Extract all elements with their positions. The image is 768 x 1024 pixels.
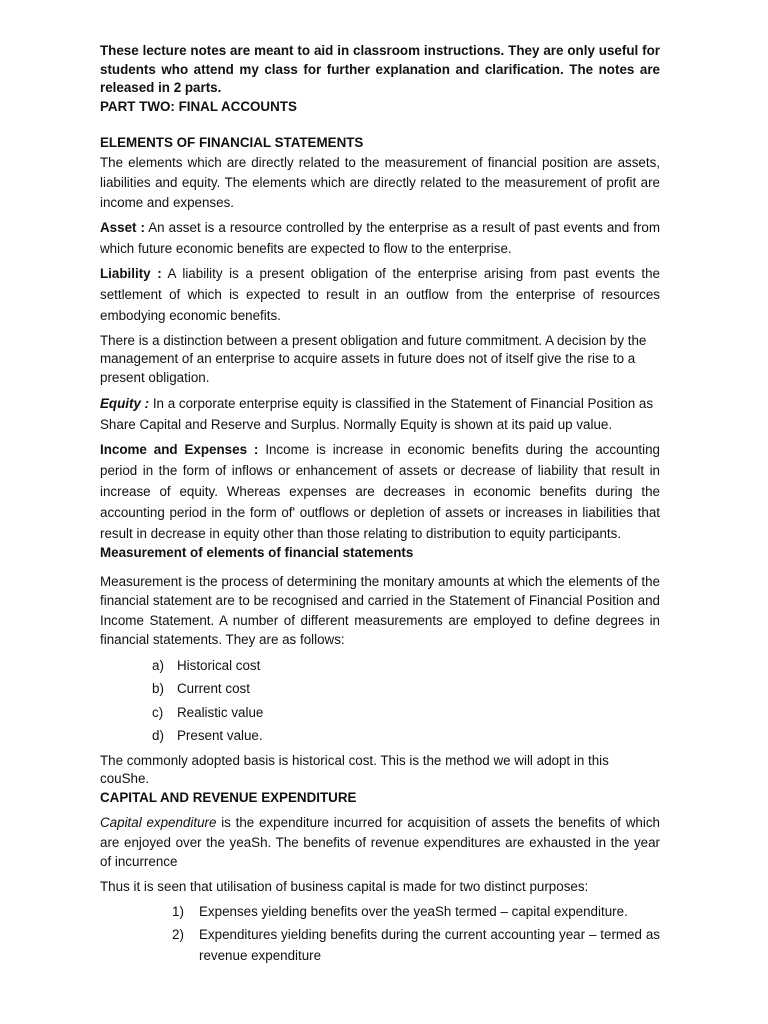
list-item (100, 724, 660, 748)
part-heading: PART TWO: FINAL ACCOUNTS (100, 98, 297, 114)
income-paragraph (100, 439, 660, 544)
liability-definition: A liability is a present obligation of the enterprise arising from past events the settlement of which is expected to result in an outflow from the enterprise of resources embodying economic benefits. (100, 265, 660, 323)
purposes-paragraph: Thus it is seen that utilisation of business capital is made for two distinct purposes: (100, 878, 589, 894)
list-text: Expenditures yielding benefits during the current accounting year – termed as revenue expenditure (199, 926, 660, 963)
list-marker: c) (152, 704, 164, 720)
measurement-list (100, 654, 660, 748)
capital-definition: is the expenditure incurred for acquisition of assets the benefits of which are enjoyed over the yeaSh. The benefits of revenue expenditures are exhausted in the year of incurrence (100, 815, 660, 869)
equity-paragraph (100, 393, 660, 435)
list-item (100, 924, 660, 966)
list-text: Present value. (177, 728, 263, 743)
capital-heading: CAPITAL AND REVENUE EXPENDITURE (100, 789, 357, 805)
elements-heading: ELEMENTS OF FINANCIAL STATEMENTS (100, 135, 364, 150)
measurement-paragraph: Measurement is the process of determining the monitary amounts at which the elements of the financial statement are to be recognised and carried in the Statement of Financial Position and Income Statement. A number of different measurements are employed to define degrees in financial statements. They are as follows: (100, 573, 660, 647)
list-item (100, 654, 660, 678)
list-marker: b) (152, 681, 164, 696)
income-definition: Income is increase in economic benefits during the accounting period in the form of inflows or enhancement of assets or decrease of liability that result in increase of equity. Whereas expenses are decreases in economic benefits during the accounting period in the form of' outflows or depletion of assets or increases in liabilities that result in decrease in equity other than those relating to distribution to equity participants. (100, 442, 660, 541)
elements-intro: The elements which are directly related to the measurement of financial position are assets, liabilities and equity. The elements which are directly related to the measurement of profit are income and expenses. (100, 154, 660, 210)
list-text: Realistic value (177, 704, 264, 720)
list-item (100, 900, 660, 924)
list-marker: 2) (172, 926, 184, 942)
equity-definition: In a corporate enterprise equity is classified in the Statement of Financial Position as Share Capital and Reserve and Surplus. Normally Equity is shown at its paid up value. (100, 396, 654, 432)
equity-term: Equity : (100, 396, 150, 411)
liability-paragraph (100, 263, 660, 326)
distinction-paragraph: There is a distinction between a present obligation and future commitment. A decision by the management of an enterprise to acquire assets in future does not of itself give the rise to a present obligation. (100, 332, 647, 385)
list-text: Expenses yielding benefits over the yeaSh termed – capital expenditure. (199, 904, 628, 919)
list-item (100, 701, 660, 725)
asset-paragraph (100, 217, 660, 259)
capital-term: Capital expenditure (100, 815, 217, 830)
intro-note: These lecture notes are meant to aid in classroom instructions. They are only useful for students who attend my class for further explanation and clarification. The notes are released in 2 parts. (100, 43, 660, 95)
list-marker: d) (152, 728, 164, 743)
list-text: Current cost (177, 681, 250, 696)
list-text: Historical cost (177, 657, 261, 673)
asset-term: Asset : (100, 219, 145, 235)
list-item (100, 677, 660, 701)
purposes-list (100, 900, 660, 966)
liability-term: Liability : (100, 265, 162, 281)
basis-paragraph: The commonly adopted basis is historical cost. This is the method we will adopt in this couShe. (100, 752, 609, 786)
income-term: Income and Expenses : (100, 442, 259, 457)
list-marker: a) (152, 657, 164, 673)
list-marker: 1) (172, 904, 184, 919)
asset-definition: An asset is a resource controlled by the enterprise as a result of past events and from which future economic benefits are expected to flow to the enterprise. (100, 219, 661, 256)
capital-paragraph (100, 813, 660, 872)
measurement-heading: Measurement of elements of financial statements (100, 545, 414, 560)
document-page (100, 42, 660, 970)
